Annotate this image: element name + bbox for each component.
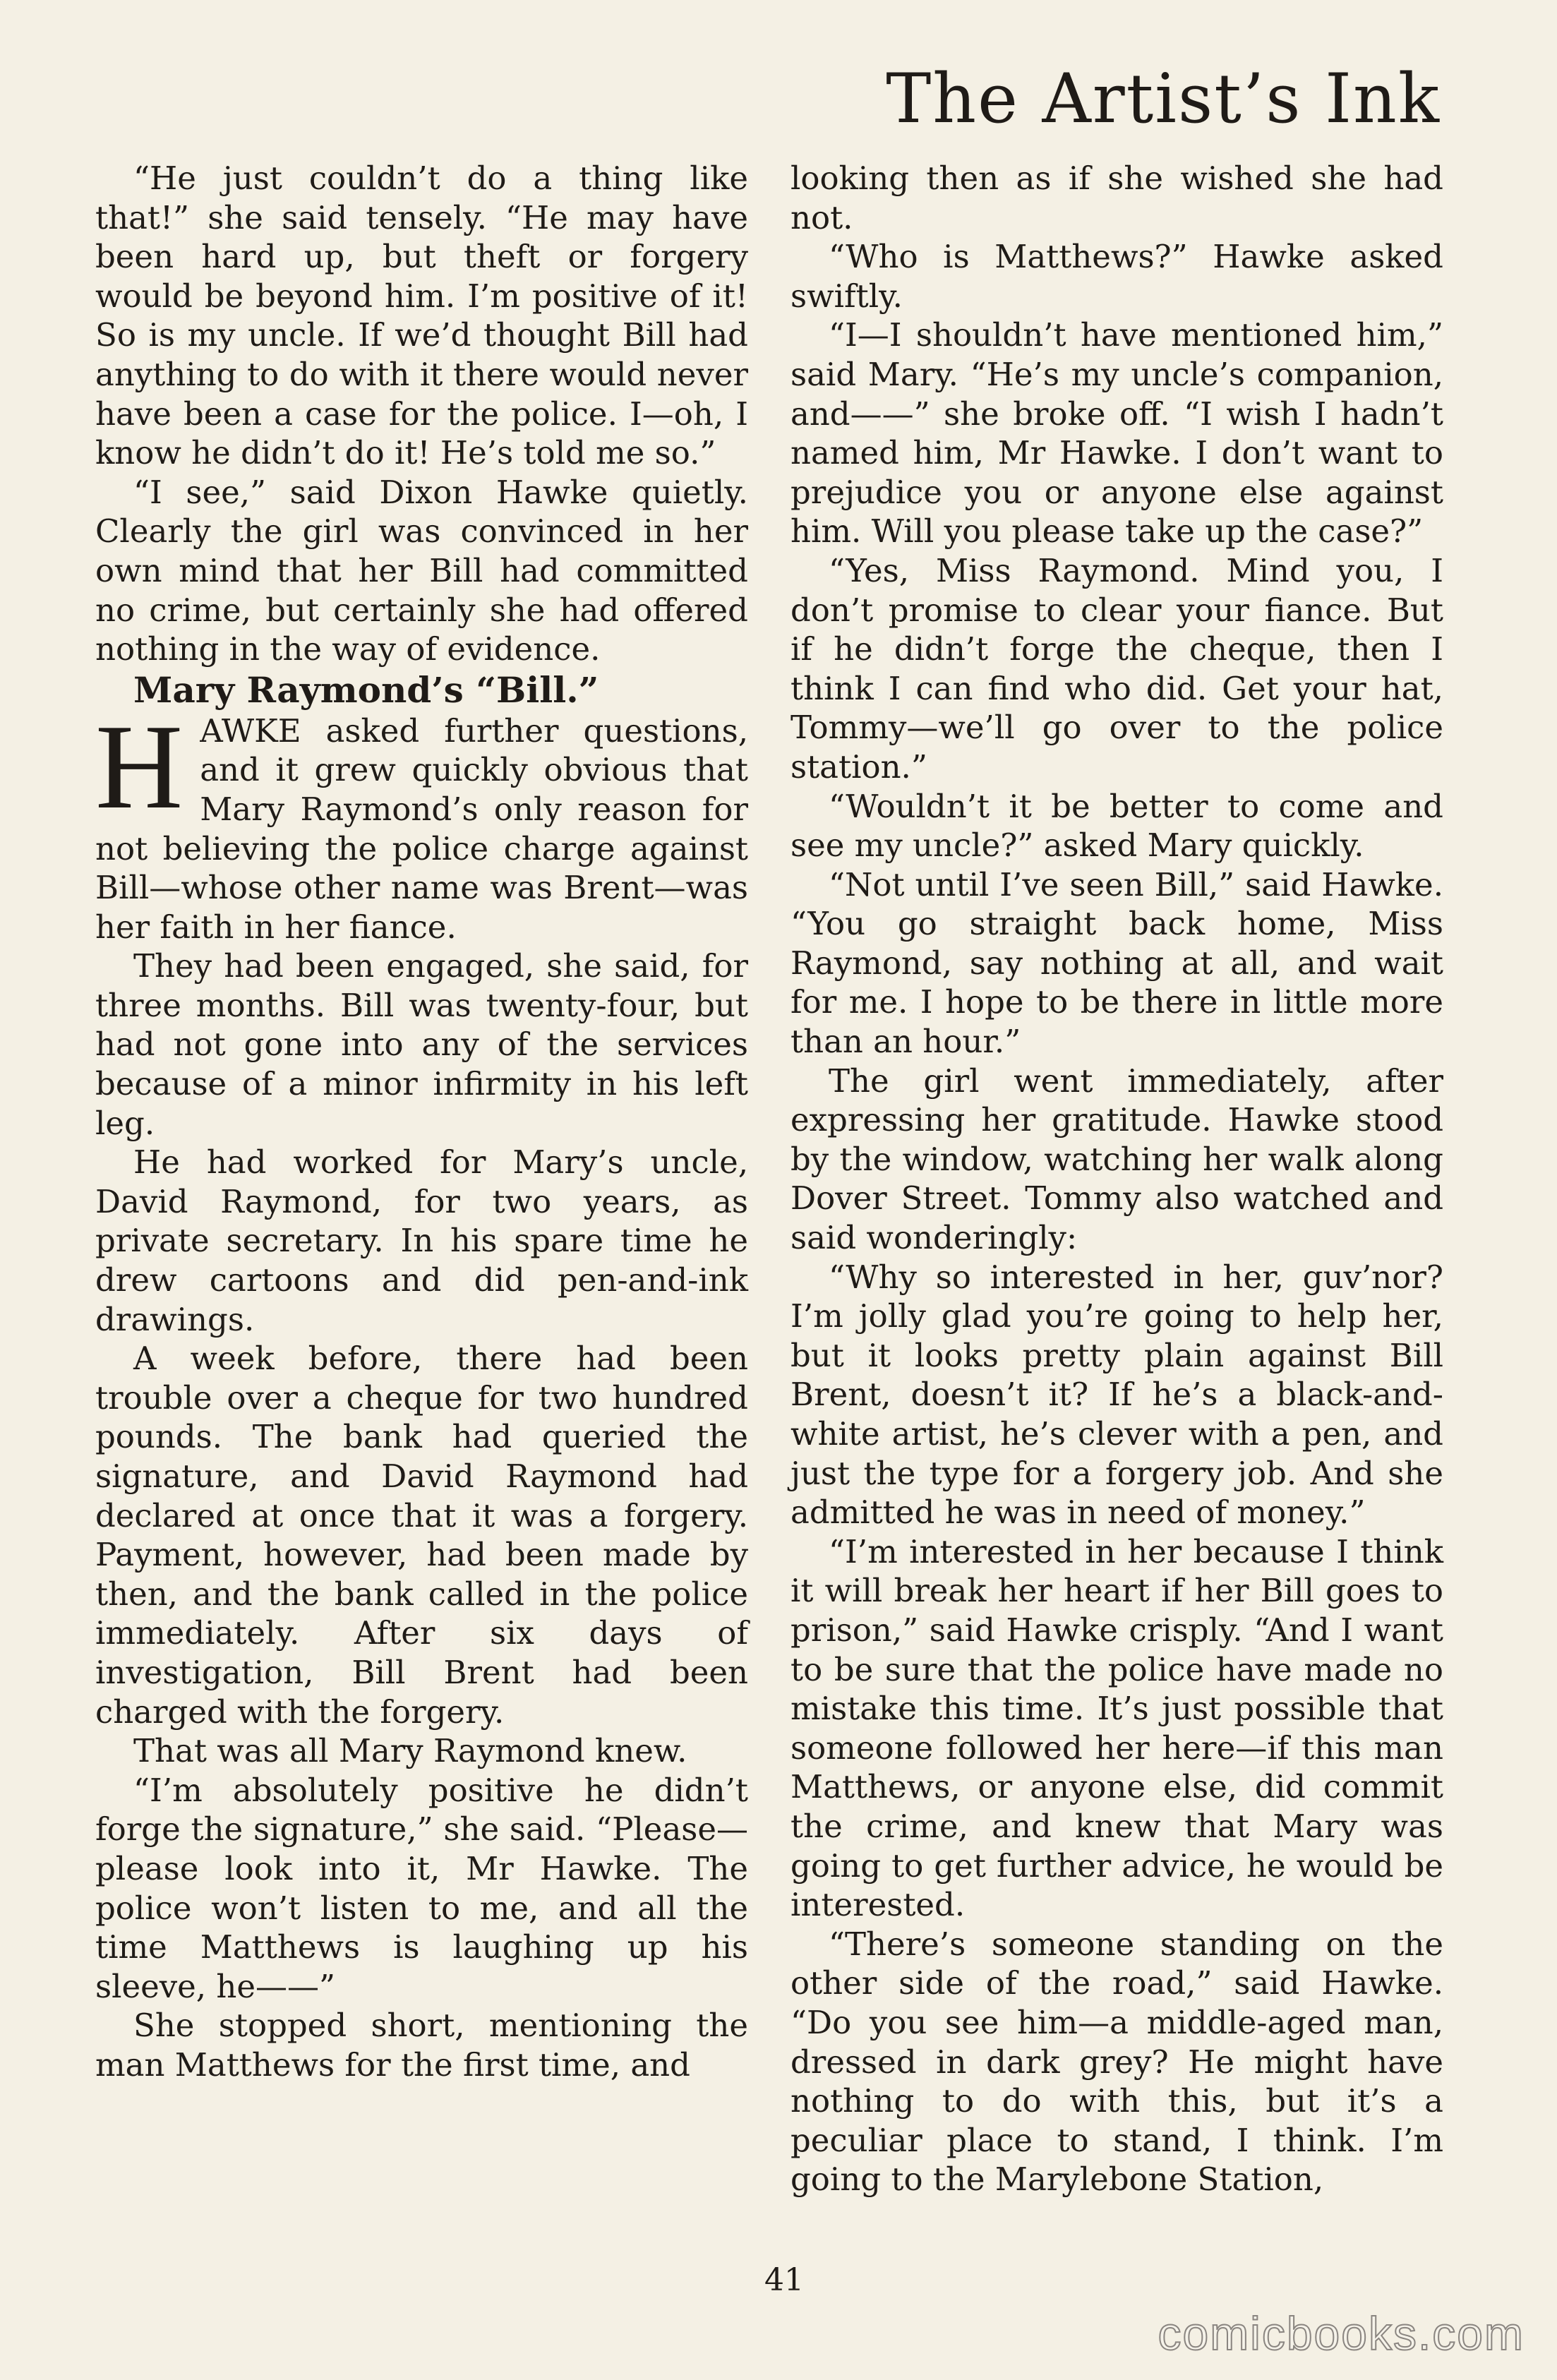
- paragraph: “I—I shouldn’t have mentioned him,” said Mary. “He’s my uncle’s companion, and——” she broke off. “I wish I hadn’t named him, Mr Hawke. I don’t want to prejudice you or anyone else against him. Will you please take up the case?”: [790, 316, 1443, 551]
- paragraph: “Yes, Miss Raymond. Mind you, I don’t promise to clear your fiance. But if he didn’t forge the cheque, then I think I can find who did. Get your hat, Tommy—we’ll go over to the police station.”: [790, 551, 1443, 786]
- right-column: [790, 159, 1443, 2199]
- paragraph: That was all Mary Raymond knew.: [133, 1732, 687, 1770]
- paragraph: “There’s someone standing on the other side of the road,” said Hawke. “Do you see him—a middle-aged man, dressed in dark grey? He might have nothing to do with this, but it’s a peculiar place to stand, I think. I’m going to the Marylebone Station,: [790, 1925, 1443, 2199]
- watermark: comicbooks.com: [1158, 2307, 1525, 2360]
- page-title: The Artist’s Ink: [886, 59, 1441, 138]
- paragraph: “I’m interested in her because I think it will break her heart if her Bill goes to prison,” said Hawke crisply. “And I want to be sure that the police have made no mistake this time. It’s just possible that someone followed her here—if this man Matthews, or anyone else, did commit the crime, and knew that Mary was going to get further advice, he would be interested.: [790, 1532, 1443, 1924]
- section-heading: Mary Raymond’s “Bill.”: [133, 668, 599, 711]
- paragraph: She stopped short, mentioning the man Matthews for the first time, and: [95, 2007, 748, 2084]
- paragraph: They had been engaged, she said, for three months. Bill was twenty-four, but had not gone into any of the services because of a minor infirmity in his left leg.: [95, 947, 748, 1142]
- paragraph: “He just couldn’t do a thing like that!” she said tensely. “He may have been hard up, but theft or forgery would be beyond him. I’m positive of it! So is my uncle. If we’d thought Bill had anything to do with it there would never have been a case for the police. I—oh, I know he didn’t do it! He’s told me so.”: [95, 160, 748, 472]
- paragraph: “I’m absolutely positive he didn’t forge the signature,” she said. “Please—please look into it, Mr Hawke. The police won’t listen to me, and all the time Matthews is laughing up his sleeve, he——”: [95, 1771, 748, 2005]
- dropcap-paragraph: [95, 699, 748, 947]
- dropcap-paragraph-text: AWKE asked further questions, and it grew quickly obvious that Mary Raymond’s only reason for not believing the police charge against Bill—whose other name was Brent—was her faith in her fiance.: [95, 711, 748, 946]
- paragraph: “Wouldn’t it be better to come and see my uncle?” asked Mary quickly.: [790, 787, 1443, 865]
- paragraph: A week before, there had been trouble over a cheque for two hundred pounds. The bank had queried the signature, and David Raymond had declared at once that it was a forgery. Payment, however, had been made by then, and the bank called in the police immediately. After six days of investigation, Bill Brent had been charged with the forgery.: [95, 1340, 748, 1731]
- paragraph: “Not until I’ve seen Bill,” said Hawke. “You go straight back home, Miss Raymond, say nothing at all, and wait for me. I hope to be there in little more than an hour.”: [790, 865, 1443, 1061]
- paragraph: He had worked for Mary’s uncle, David Raymond, for two years, as private secretary. In his spare time he drew cartoons and did pen-and-ink drawings.: [95, 1143, 748, 1338]
- page-number: 41: [764, 2262, 804, 2298]
- paragraph: “Who is Matthews?” Hawke asked swiftly.: [790, 238, 1443, 315]
- continued-paragraph: looking then as if she wished she had not.: [790, 160, 1443, 236]
- left-column: [95, 159, 748, 2085]
- paragraph: “Why so interested in her, guv’nor? I’m jolly glad you’re going to help her, but it looks pretty plain against Bill Brent, doesn’t it? If he’s a black-and-white artist, he’s clever with a pen, and just the type for a forgery job. And she admitted he was in need of money.”: [790, 1258, 1443, 1532]
- dropcap-letter: H: [95, 699, 184, 834]
- paragraph: “I see,” said Dixon Hawke quietly. Clearly the girl was convinced in her own mind that her Bill had committed no crime, but certainly she had offered nothing in the way of evidence.: [95, 473, 748, 668]
- paragraph: The girl went immediately, after expressing her gratitude. Hawke stood by the window, watching her walk along Dover Street. Tommy also watched and said wonderingly:: [790, 1062, 1443, 1257]
